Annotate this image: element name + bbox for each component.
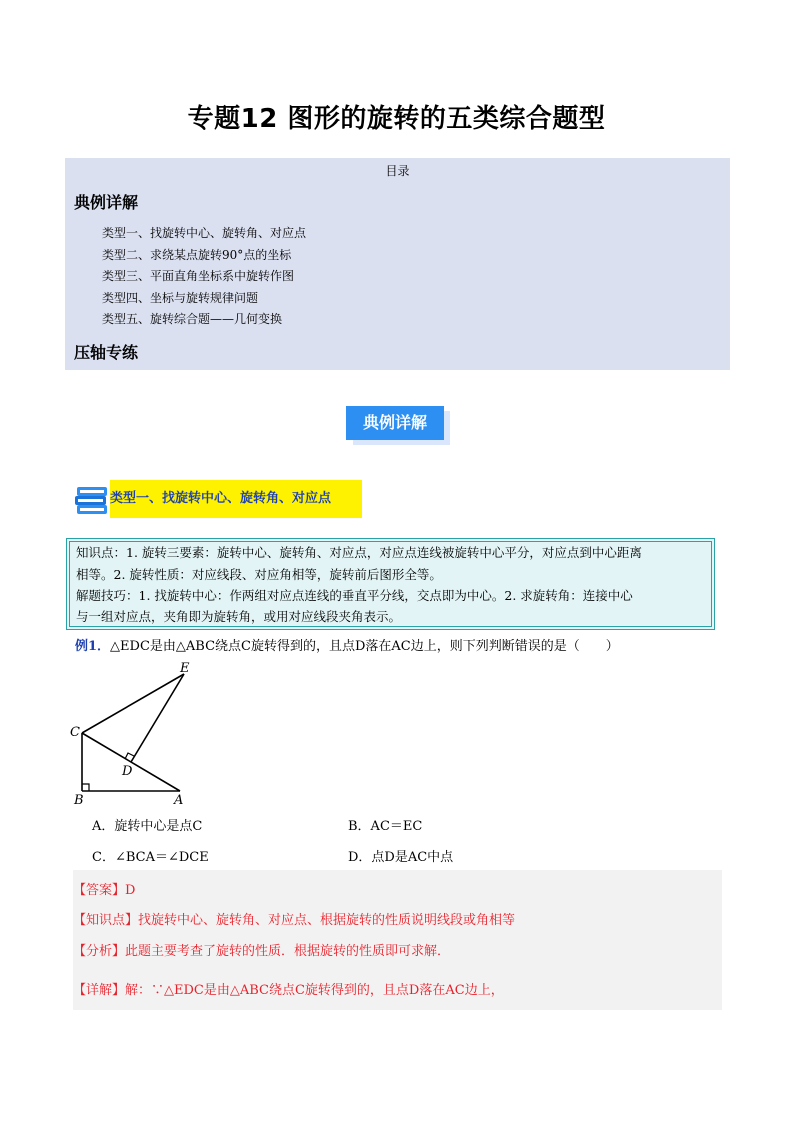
toc-section-practice[interactable]: 压轴专练	[74, 343, 139, 362]
answer-box	[73, 870, 722, 1010]
toc-item-type5[interactable]: 类型五、旋转综合题——几何变换	[102, 312, 283, 326]
example-label: 例1．	[75, 639, 111, 654]
answer-detail-line: 【详解】解：∵△EDC是由△ABC绕点C旋转得到的，且点D落在AC边上，	[73, 983, 504, 998]
figure-label-d: D	[122, 764, 133, 779]
books-stack-icon	[74, 480, 110, 518]
option-d[interactable]: D．点D是AC中点	[348, 850, 454, 865]
toc-section-examples[interactable]: 典例详解	[74, 193, 139, 212]
answer-line: 【答案】D	[73, 883, 136, 898]
knowledge-line-4: 与一组对应点，夹角即为旋转角，或用对应线段夹角表示。	[76, 609, 402, 624]
knowledge-box	[66, 538, 715, 630]
page-title: 专题12 图形的旋转的五类综合题型	[187, 104, 606, 134]
answer-analysis-line: 【分析】此题主要考查了旋转的性质．根据旋转的性质即可求解．	[73, 944, 451, 959]
figure-label-a: A	[174, 793, 184, 808]
banner-label: 典例详解	[346, 406, 444, 440]
toc-item-type2[interactable]: 类型二、求绕某点旋转90°点的坐标	[102, 248, 292, 262]
example-text: △EDC是由△ABC绕点C旋转得到的，且点D落在AC边上，则下列判断错误的是（ ）	[110, 639, 619, 654]
knowledge-line-2: 相等。2. 旋转性质：对应线段、对应角相等，旋转前后图形全等。	[76, 567, 442, 582]
toc-title: 目录	[385, 164, 410, 178]
triangle-figure	[66, 658, 206, 808]
toc-item-type4[interactable]: 类型四、坐标与旋转规律问题	[102, 291, 259, 305]
section-banner	[346, 403, 450, 449]
toc-item-type1[interactable]: 类型一、找旋转中心、旋转角、对应点	[102, 226, 307, 240]
knowledge-line-3: 解题技巧：1. 找旋转中心：作两组对应点连线的垂直平分线，交点即为中心。2. 求旋转角：连接中心	[76, 588, 633, 603]
knowledge-line-1: 知识点：1. 旋转三要素：旋转中心、旋转角、对应点，对应点连线被旋转中心平分，对应点到中心距离	[76, 545, 642, 560]
answer-knowledge-line: 【知识点】找旋转中心、旋转角、对应点、根据旋转的性质说明线段或角相等	[73, 913, 516, 928]
option-a[interactable]: A．旋转中心是点C	[92, 819, 203, 834]
table-of-contents	[65, 158, 730, 370]
example-stem	[75, 635, 619, 654]
option-b[interactable]: B．AC＝EC	[348, 819, 423, 834]
option-c[interactable]: C．∠BCA＝∠DCE	[92, 850, 209, 865]
type1-heading: 类型一、找旋转中心、旋转角、对应点	[110, 480, 362, 518]
figure-label-c: C	[70, 725, 80, 740]
toc-item-type3[interactable]: 类型三、平面直角坐标系中旋转作图	[102, 269, 295, 283]
knowledge-box-inner	[69, 541, 712, 627]
figure-label-b: B	[74, 793, 84, 808]
figure-label-e: E	[180, 661, 190, 676]
